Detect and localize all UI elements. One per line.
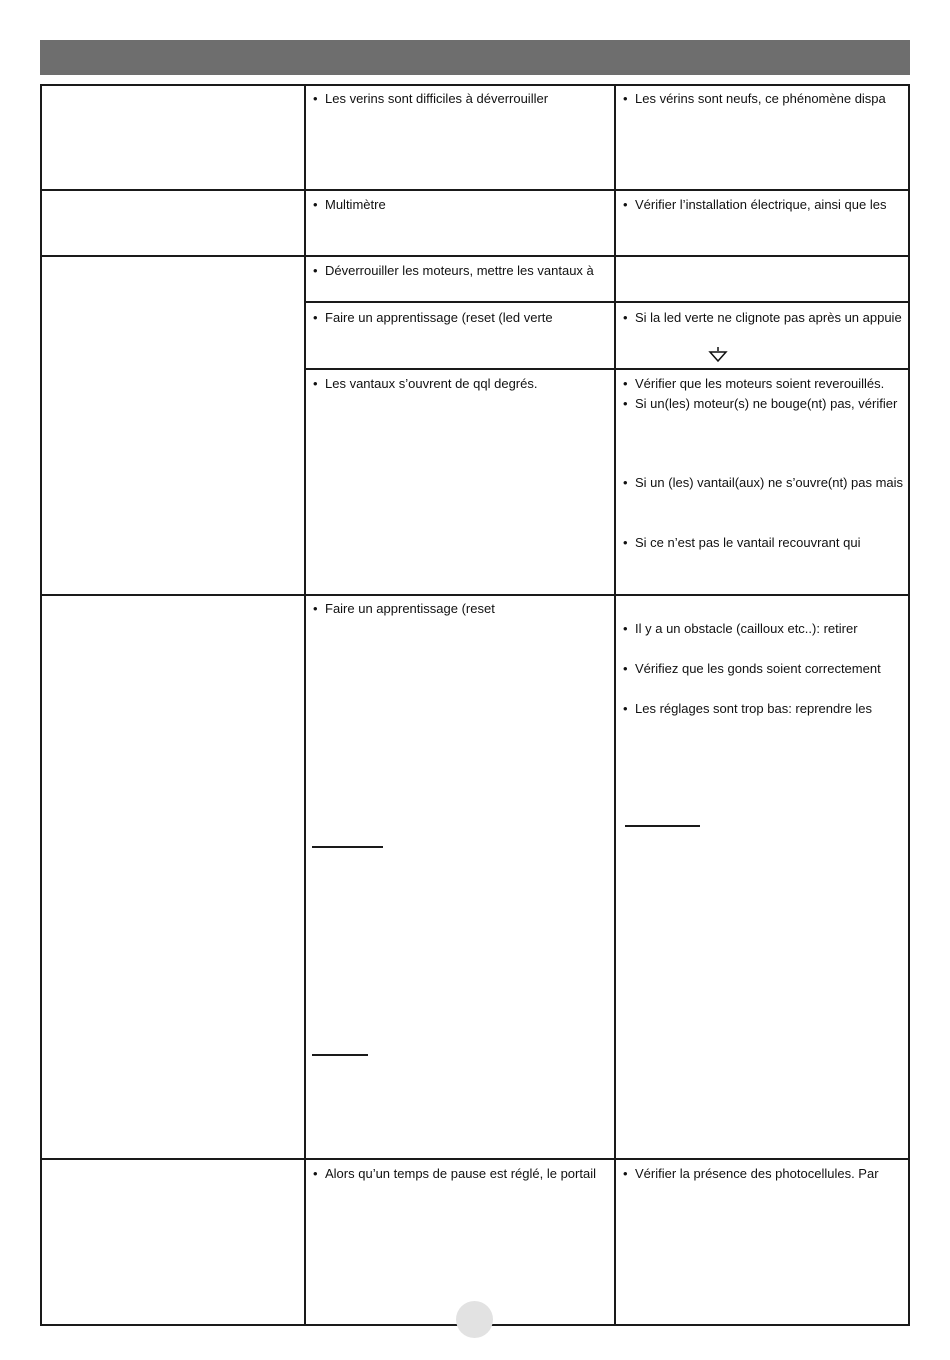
sub-row-separator xyxy=(304,368,910,370)
solution-item: • Si la led verte ne clignote pas après un appuie xyxy=(623,310,902,325)
column-separator xyxy=(304,84,306,1326)
cause-item: • Les verins sont difficiles à déverrouiller xyxy=(313,91,549,106)
row-separator xyxy=(40,255,910,257)
solution-item: • Si un(les) moteur(s) ne bouge(nt) pas, vérifier xyxy=(623,396,898,411)
cause-item: • Alors qu’un temps de pause est réglé, le portail xyxy=(313,1166,596,1181)
row-separator xyxy=(40,189,910,191)
solution-item: • Les réglages sont trop bas: reprendre les xyxy=(623,701,873,716)
solution-item: • Vérifier la présence des photocellules. Par xyxy=(623,1166,879,1181)
column-separator xyxy=(614,84,616,1326)
solution-item: • Vérifier que les moteurs soient reverouillés. xyxy=(623,376,885,391)
ground-arrow-icon xyxy=(708,347,728,363)
solution-item: • Vérifier l’installation électrique, ainsi que les xyxy=(623,197,887,212)
heading-underline xyxy=(312,846,383,848)
heading-underline xyxy=(625,825,700,827)
row-separator xyxy=(40,1158,910,1160)
header-bar xyxy=(40,40,910,75)
solution-item: • Si un (les) vantail(aux) ne s’ouvre(nt) pas mais xyxy=(623,475,904,490)
table-border-left xyxy=(40,84,42,1326)
solution-item: • Il y a un obstacle (cailloux etc..): retirer xyxy=(623,621,858,636)
cause-item: • Déverrouiller les moteurs, mettre les vantaux à xyxy=(313,263,594,278)
table-border-top xyxy=(40,84,910,86)
table-border-right xyxy=(908,84,910,1326)
cause-item: • Faire un apprentissage (reset xyxy=(313,601,495,616)
sub-row-separator xyxy=(304,301,910,303)
row-separator xyxy=(40,594,910,596)
solution-item: • Vérifiez que les gonds soient correctement xyxy=(623,661,881,676)
cause-item: • Faire un apprentissage (reset (led verte xyxy=(313,310,553,325)
cause-item: • Multimètre xyxy=(313,197,386,212)
cause-item: • Les vantaux s’ouvrent de qql degrés. xyxy=(313,376,538,391)
heading-underline xyxy=(312,1054,368,1056)
solution-item: • Les vérins sont neufs, ce phénomène dispa xyxy=(623,91,886,106)
solution-item: • Si ce n’est pas le vantail recouvrant qui xyxy=(623,535,861,550)
page-number-badge xyxy=(456,1301,493,1338)
